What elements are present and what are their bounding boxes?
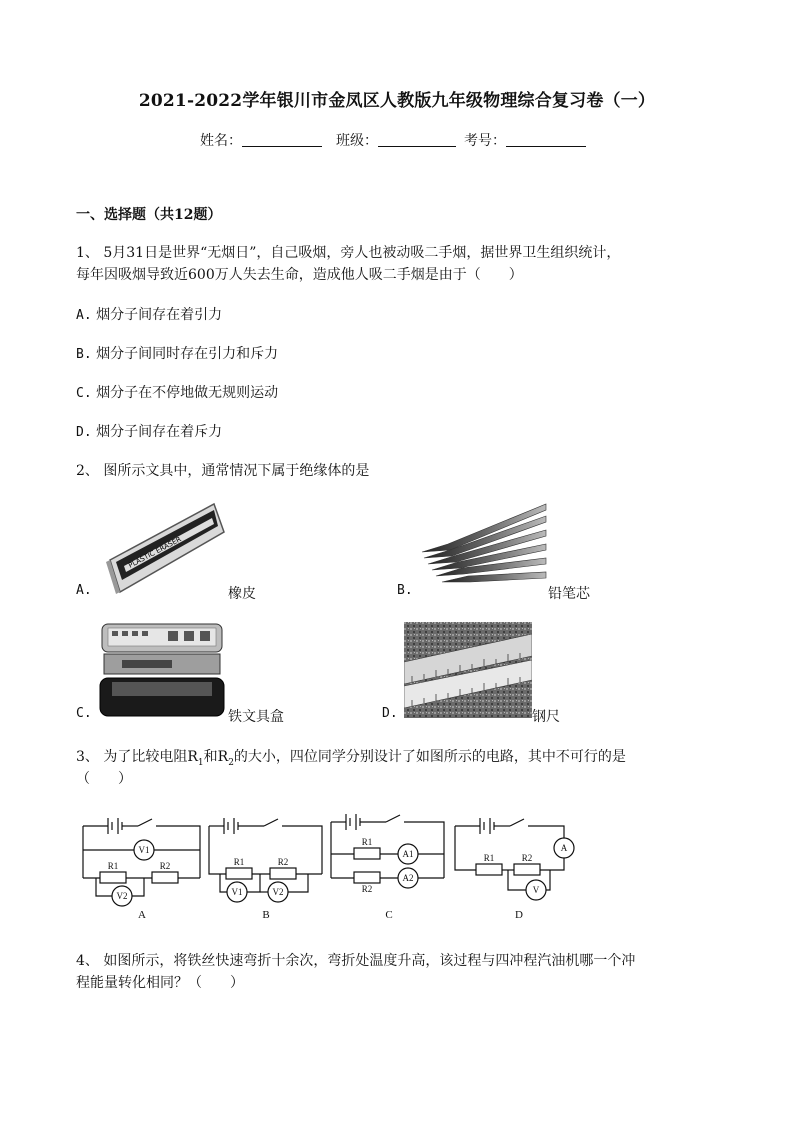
eraser-image <box>102 500 226 596</box>
name-label: 姓名： <box>200 133 242 149</box>
label-v2-b: V2 <box>272 887 284 897</box>
label-v1-b: V1 <box>231 887 243 897</box>
exam-no-blank[interactable] <box>506 132 586 147</box>
pencil-lead-image <box>418 500 548 598</box>
circuit-label-b: B <box>262 909 270 921</box>
q1-line1: 1、 5月31日是世界“无烟日”，自己吸烟，旁人也被动吸二手烟，据世界卫生组织统计， <box>76 245 621 261</box>
class-field <box>336 130 456 150</box>
label-r2-c: R2 <box>361 884 373 894</box>
label-a-d: A <box>560 843 568 853</box>
exam-no-label: 考号： <box>464 133 506 149</box>
q1-line2: 每年因吸烟导致近600万人失去生命，造成他人吸二手烟是由于（ ） <box>76 267 523 283</box>
q2-option-d-label: 钢尺 <box>532 709 560 725</box>
circuit-diagrams <box>78 808 598 924</box>
label-v-d: V <box>532 885 540 895</box>
q3-line1: 3、 为了比较电阻$R_1$和$R_2$的大小，四位同学分别设计了如图所示的电路，其中不可行的是 <box>76 749 626 768</box>
label-a1-c: A1 <box>402 849 414 859</box>
q4-line2: 程能量转化相同？（ ） <box>76 975 244 991</box>
circuit-label-c: C <box>385 909 393 921</box>
q1-option-a[interactable]: A. 烟分子间存在着引力 <box>76 307 223 323</box>
steel-ruler-image <box>404 622 532 718</box>
q1-option-c[interactable]: C. 烟分子在不停地做无规则运动 <box>76 385 279 401</box>
class-blank[interactable] <box>378 132 456 147</box>
circuit-label-a: A <box>138 909 146 921</box>
circuit-label-d: D <box>515 909 523 921</box>
class-label: 班级： <box>336 133 378 149</box>
q2-option-a-label: 橡皮 <box>228 586 256 602</box>
label-r2-d: R2 <box>521 853 533 863</box>
page-title: 2021-2022学年银川市金凤区人教版九年级物理综合复习卷（一） <box>138 91 656 111</box>
label-v2-a: V2 <box>116 891 128 901</box>
q3-line2: （ ） <box>76 771 132 787</box>
q2-option-d-letter[interactable]: D. <box>382 706 398 721</box>
label-r1-c: R1 <box>361 837 373 847</box>
label-r1-b: R1 <box>233 857 245 867</box>
circuit-b <box>209 818 322 892</box>
eraser-brand-text: PLASTIC ERASER <box>127 535 183 570</box>
pencil-box-image <box>98 622 228 722</box>
name-field <box>200 130 322 150</box>
q1-option-d[interactable]: D. 烟分子间存在着斥力 <box>76 424 223 440</box>
section-title: 一、选择题（共12题） <box>76 207 222 223</box>
label-r2-a: R2 <box>159 861 171 871</box>
circuit-c <box>331 814 444 883</box>
label-r2-b: R2 <box>277 857 289 867</box>
q1-option-b[interactable]: B. 烟分子间同时存在引力和斥力 <box>76 346 279 362</box>
circuit-d <box>455 818 564 890</box>
q2-option-a-letter[interactable]: A. <box>76 583 92 598</box>
label-v1-a: V1 <box>138 845 150 855</box>
q2-option-b-label: 铅笔芯 <box>548 586 590 602</box>
q2-option-b-letter[interactable]: B. <box>397 583 413 598</box>
q2-text: 2、 图所示文具中，通常情况下属于绝缘体的是 <box>76 463 370 479</box>
q4-line1: 4、 如图所示，将铁丝快速弯折十余次，弯折处温度升高，该过程与四冲程汽油机哪一个冲 <box>76 953 636 969</box>
name-blank[interactable] <box>242 132 322 147</box>
q2-option-c-label: 铁文具盒 <box>228 709 284 725</box>
label-r1-d: R1 <box>483 853 495 863</box>
q2-option-c-letter[interactable]: C. <box>76 706 92 721</box>
label-r1-a: R1 <box>107 861 119 871</box>
label-a2-c: A2 <box>402 873 414 883</box>
exam-no-field <box>464 130 586 150</box>
